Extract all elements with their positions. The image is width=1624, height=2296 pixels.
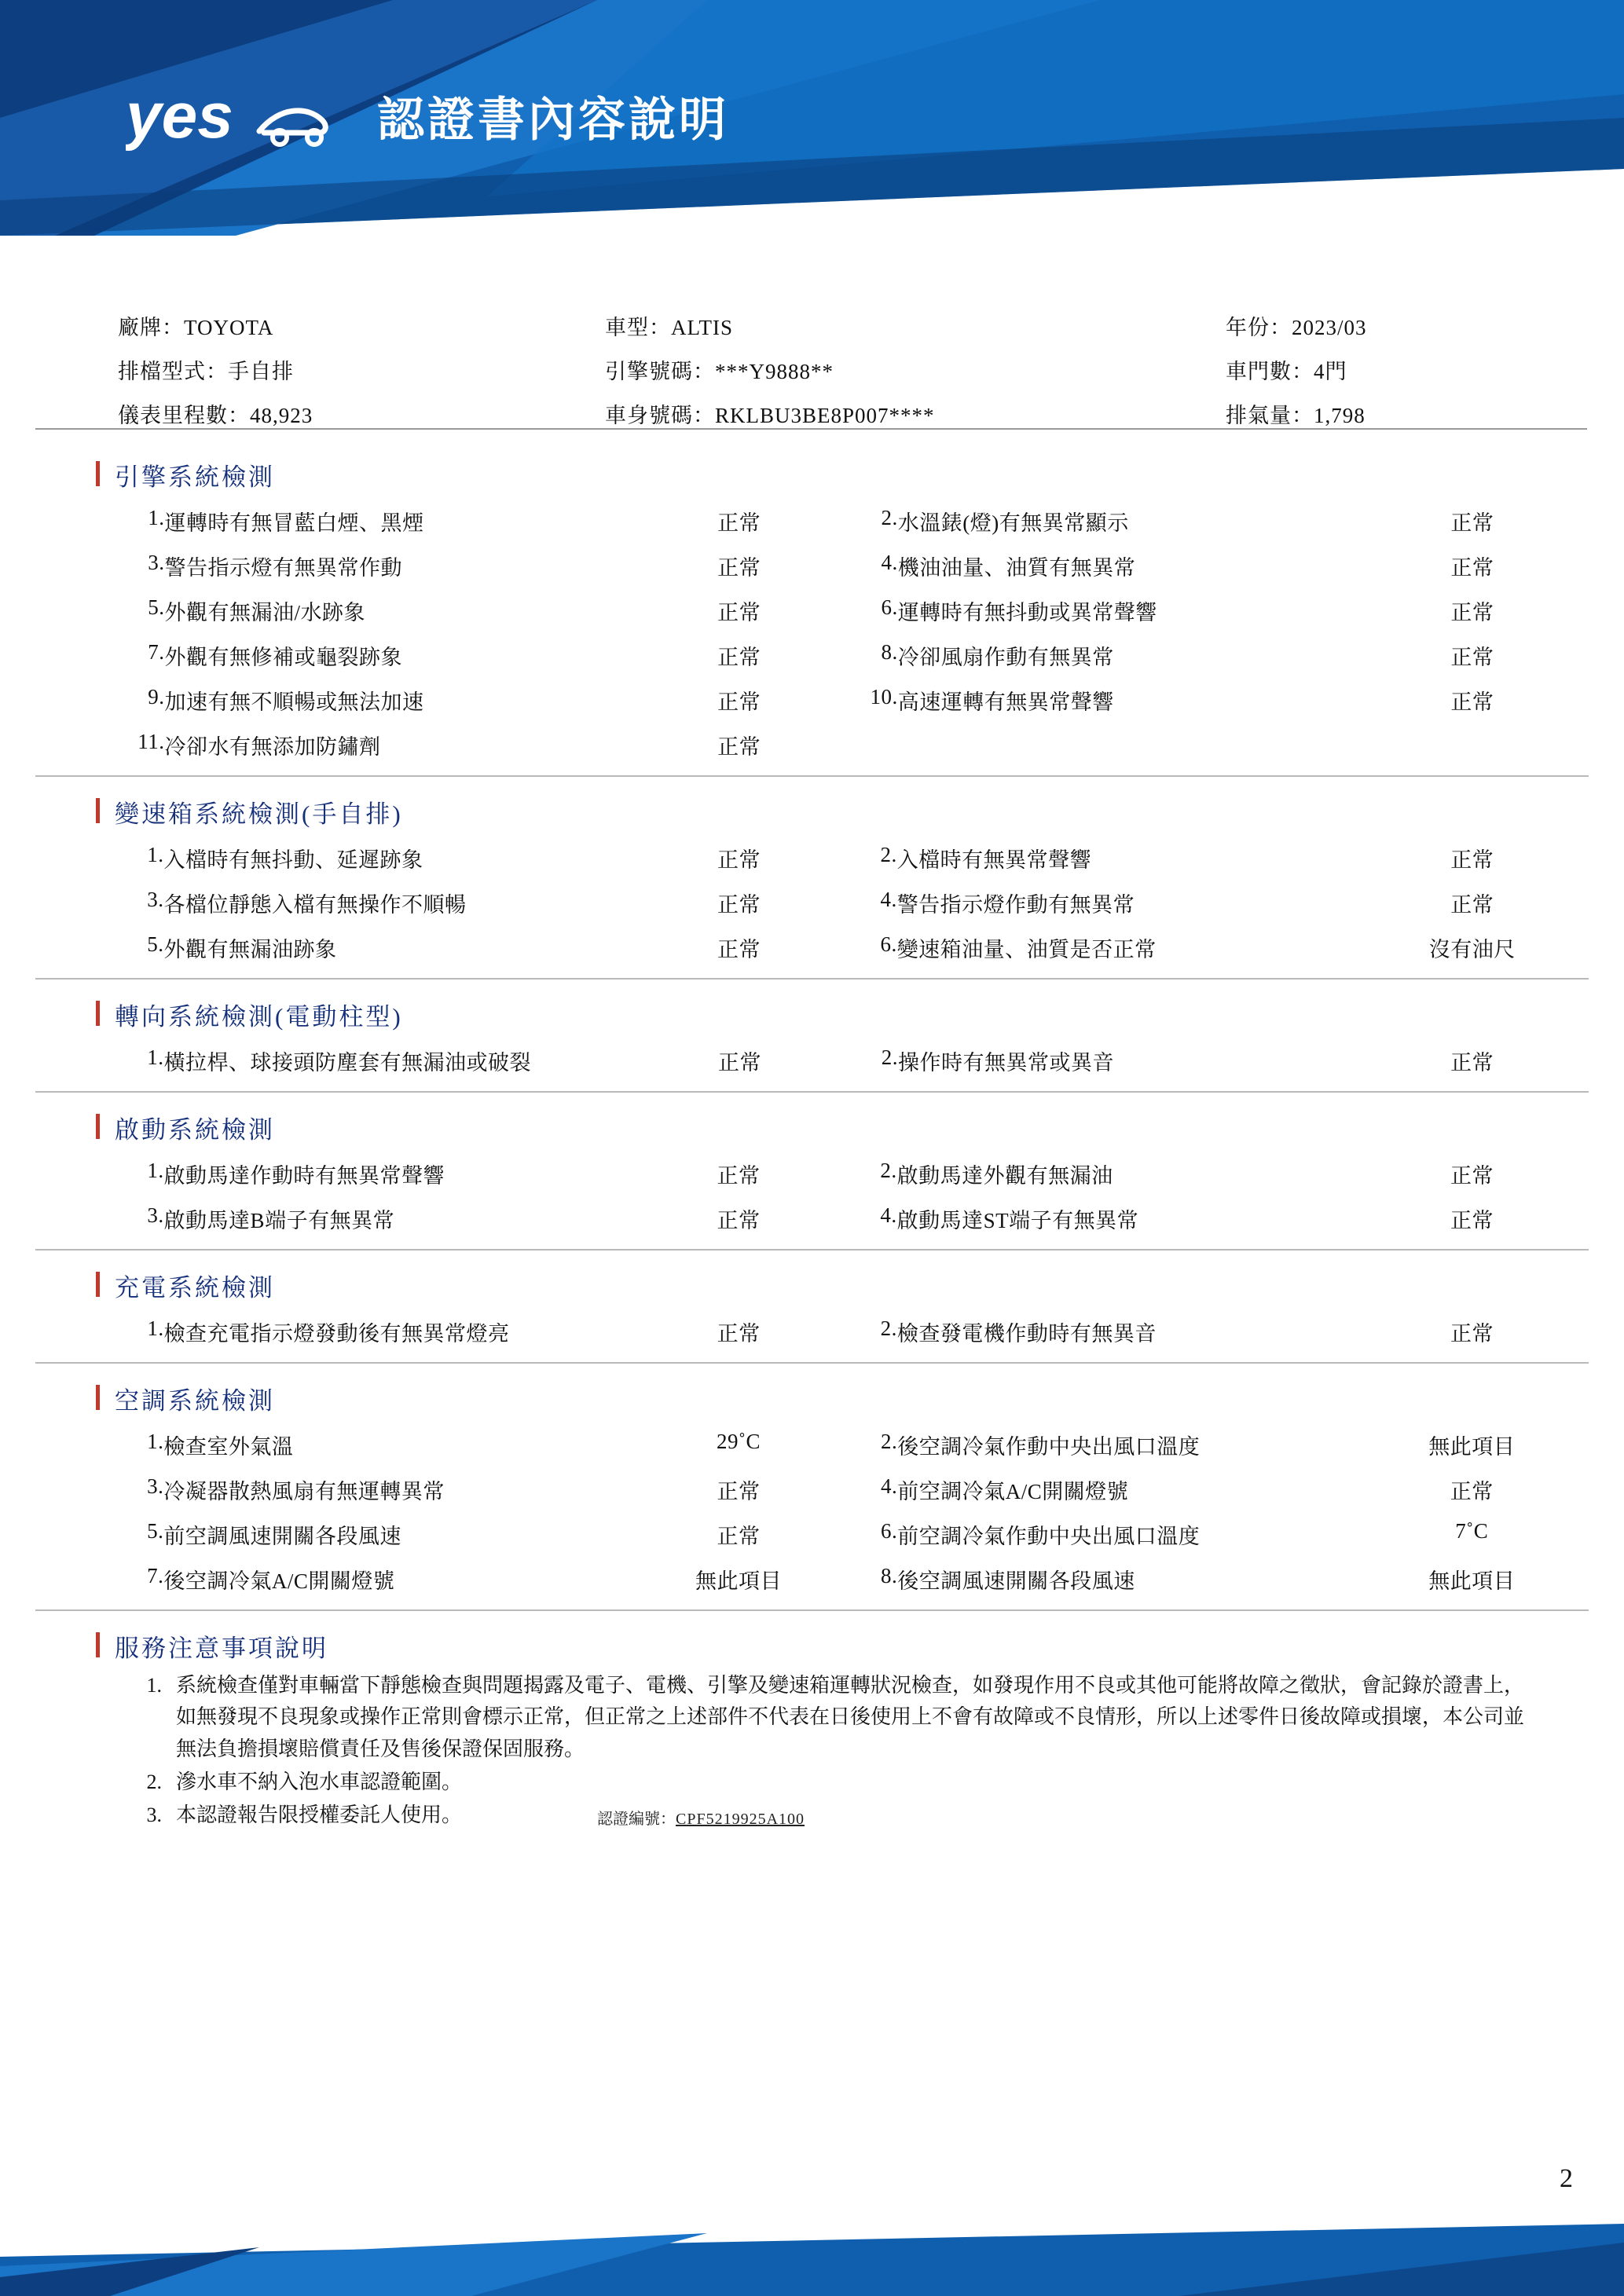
section-divider — [35, 775, 1589, 777]
section-charging — [0, 1268, 1624, 1364]
certificate-number — [597, 1806, 927, 1829]
item-number: 5. — [147, 932, 164, 956]
page-header — [0, 0, 1624, 298]
item-number: 4. — [880, 1203, 897, 1227]
info-value: 1,798 — [1314, 404, 1366, 427]
section-engine — [0, 457, 1624, 777]
item-label: 後空調冷氣作動中央出風口溫度 — [897, 1435, 1201, 1459]
section-accent-bar — [96, 1114, 100, 1139]
section-title-text: 啟動系統檢測 — [115, 1116, 275, 1144]
section-items-table — [118, 499, 1556, 767]
section-items-table — [118, 836, 1556, 970]
item-number: 2. — [880, 843, 897, 866]
section-title — [0, 1268, 1624, 1303]
section-title-text: 變速箱系統檢測(手自排) — [115, 800, 403, 828]
section-title-text: 空調系統檢測 — [115, 1387, 275, 1415]
info-label: 排檔型式： — [118, 360, 228, 383]
page-title: 認證書內容說明 — [377, 94, 729, 146]
info-value: TOYOTA — [184, 316, 274, 339]
table-row — [118, 678, 1556, 723]
item-label: 警告指示燈作動有無異常 — [896, 893, 1135, 917]
item-value: 正常 — [1450, 556, 1494, 580]
section-accent-bar — [96, 461, 100, 486]
item-value: 沒有油尺 — [1428, 938, 1516, 961]
info-label: 年份： — [1226, 316, 1292, 339]
item-value: 正常 — [1450, 1480, 1494, 1503]
item-number: 6. — [880, 932, 897, 956]
item-number: 2. — [880, 1316, 897, 1340]
table-row — [118, 1512, 1556, 1557]
info-value: ALTIS — [671, 316, 734, 339]
info-cell — [605, 398, 1226, 429]
item-value: 正常 — [1450, 690, 1494, 714]
yes-logo — [126, 75, 361, 161]
item-label: 啟動馬達外觀有無漏油 — [896, 1164, 1113, 1188]
info-cell — [118, 398, 605, 429]
item-label: 啟動馬達作動時有無異常聲響 — [163, 1164, 445, 1188]
section-accent-bar — [96, 1272, 100, 1297]
section-title — [0, 997, 1624, 1032]
item-label: 運轉時有無抖動或異常聲響 — [897, 601, 1157, 624]
item-number: 6. — [880, 1519, 898, 1543]
info-label: 排氣量： — [1226, 404, 1314, 427]
section-title-text: 充電系統檢測 — [115, 1274, 275, 1302]
item-label: 後空調風速開關各段風速 — [897, 1569, 1135, 1593]
section-items-table — [118, 1309, 1556, 1354]
item-value: 無此項目 — [1428, 1569, 1516, 1593]
item-number: 3. — [148, 551, 165, 574]
info-label: 車身號碼： — [605, 404, 715, 427]
note-number: 1. — [146, 1674, 162, 1697]
table-row — [118, 1152, 1556, 1196]
item-label: 啟動馬達ST端子有無異常 — [896, 1209, 1139, 1232]
section-divider — [35, 1362, 1589, 1364]
table-row — [118, 633, 1556, 678]
item-number: 4. — [881, 551, 898, 574]
item-number: 4. — [880, 1474, 898, 1498]
item-number: 1. — [147, 1159, 164, 1182]
item-value: 29˚C — [717, 1430, 761, 1453]
info-label: 引擎號碼： — [605, 360, 715, 383]
item-value: 正常 — [717, 601, 761, 624]
table-row — [118, 881, 1556, 925]
item-label: 橫拉桿、球接頭防塵套有無漏油或破裂 — [163, 1051, 532, 1075]
item-number: 4. — [880, 888, 897, 911]
item-value: 正常 — [718, 1051, 761, 1075]
item-value: 正常 — [717, 646, 761, 669]
note-number: 2. — [146, 1770, 162, 1793]
info-value: 48,923 — [250, 404, 313, 427]
section-title — [0, 1110, 1624, 1145]
item-value: 正常 — [1450, 848, 1494, 872]
table-row — [118, 1557, 1556, 1602]
section-accent-bar — [96, 1001, 100, 1026]
info-value: RKLBU3BE8P007**** — [715, 404, 935, 427]
info-value: 2023/03 — [1292, 316, 1367, 339]
yes-logo-text: yes — [126, 80, 233, 152]
table-row — [118, 588, 1556, 633]
vehicle-info-row — [118, 354, 1524, 385]
inspection-sections — [0, 440, 1624, 1829]
section-title — [0, 457, 1624, 493]
item-value: 正常 — [1450, 646, 1494, 669]
item-number: 8. — [881, 640, 898, 664]
item-value: 正常 — [717, 511, 761, 535]
section-divider — [35, 1609, 1589, 1611]
item-value: 正常 — [717, 1322, 761, 1346]
info-label: 廠牌： — [118, 316, 184, 339]
info-cell — [1226, 310, 1524, 341]
item-value: 正常 — [717, 1480, 761, 1503]
item-label: 操作時有無異常或異音 — [897, 1051, 1114, 1075]
info-cell — [118, 354, 605, 385]
info-value: ***Y9888** — [715, 360, 834, 383]
info-label: 車門數： — [1226, 360, 1314, 383]
section-steering — [0, 997, 1624, 1093]
item-label: 冷卻風扇作動有無異常 — [897, 646, 1114, 669]
item-number: 2. — [881, 506, 898, 529]
info-cell — [605, 310, 1226, 341]
item-label: 檢查發電機作動時有無異音 — [896, 1322, 1157, 1346]
item-label: 加速有無不順暢或無法加速 — [164, 690, 424, 714]
item-value: 正常 — [1450, 601, 1494, 624]
item-number: 3. — [147, 888, 164, 911]
item-label: 高速運轉有無異常聲響 — [897, 690, 1114, 714]
vehicle-info-block — [118, 310, 1524, 442]
section-ac — [0, 1381, 1624, 1611]
item-value: 正常 — [717, 556, 761, 580]
vehicle-info-row — [118, 310, 1524, 341]
item-label: 啟動馬達B端子有無異常 — [163, 1209, 395, 1232]
item-value: 正常 — [717, 848, 761, 872]
item-value: 正常 — [717, 735, 761, 759]
item-label: 外觀有無漏油/水跡象 — [164, 601, 366, 624]
table-row — [118, 1423, 1556, 1467]
vehicle-info-row — [118, 398, 1524, 429]
item-value: 正常 — [1450, 511, 1494, 535]
item-label — [898, 723, 1389, 767]
item-value: 正常 — [1450, 1322, 1494, 1346]
item-value: 正常 — [717, 1525, 761, 1548]
section-accent-bar — [96, 1632, 100, 1657]
list-item — [118, 1670, 1532, 1765]
table-row — [118, 836, 1556, 881]
item-label: 變速箱油量、油質是否正常 — [896, 938, 1157, 961]
section-divider — [35, 1249, 1589, 1251]
item-value: 無此項目 — [695, 1569, 783, 1593]
table-row — [118, 925, 1556, 970]
section-items-table — [118, 1152, 1556, 1241]
item-number: 1. — [147, 843, 164, 866]
section-divider — [35, 1091, 1589, 1093]
item-number: 3. — [147, 1474, 164, 1498]
item-label: 冷卻水有無添加防鏽劑 — [164, 735, 381, 759]
section-title-text: 轉向系統檢測(電動柱型) — [115, 1003, 403, 1031]
item-number: 8. — [880, 1564, 898, 1587]
item-value: 正常 — [717, 893, 761, 917]
item-number: 2. — [881, 1045, 898, 1069]
section-title-text: 服務注意事項說明 — [115, 1635, 328, 1662]
item-label: 入檔時有無抖動、延遲跡象 — [163, 848, 423, 872]
item-label: 檢查室外氣溫 — [163, 1435, 294, 1459]
certificate-number-value: CPF5219925A100 — [676, 1811, 805, 1829]
section-items-table — [118, 1423, 1556, 1602]
item-number: 5. — [148, 595, 165, 619]
item-number: 1. — [147, 1045, 164, 1069]
item-label: 運轉時有無冒藍白煙、黑煙 — [164, 511, 424, 535]
note-text: 本認證報告限授權委託人使用。 — [176, 1803, 463, 1827]
info-cell — [1226, 398, 1524, 429]
info-label: 儀表里程數： — [118, 404, 250, 427]
page-number: 2 — [1560, 2164, 1573, 2193]
item-label: 各檔位靜態入檔有無操作不順暢 — [163, 893, 467, 917]
item-label: 冷凝器散熱風扇有無運轉異常 — [163, 1480, 445, 1503]
item-number: 11. — [137, 730, 165, 753]
info-divider — [35, 428, 1587, 430]
item-number: 2. — [880, 1430, 898, 1453]
item-number — [851, 723, 898, 767]
table-row — [118, 1196, 1556, 1241]
info-cell — [605, 354, 1226, 385]
section-divider — [35, 978, 1589, 980]
item-number: 1. — [147, 1316, 164, 1340]
item-value: 正常 — [1450, 893, 1494, 917]
item-number: 5. — [147, 1519, 164, 1543]
page-footer — [0, 2210, 1624, 2296]
table-row — [118, 544, 1556, 588]
item-value: 正常 — [1450, 1164, 1494, 1188]
section-items-table — [118, 1038, 1556, 1083]
item-number: 1. — [147, 1430, 164, 1453]
note-text: 系統檢查僅對車輛當下靜態檢查與問題揭露及電子、電機、引擎及變速箱運轉狀況檢查，如發現作用不良或其他可能將故障之徵狀，會記錄於證書上，如無發現不良現象或操作正常則會標示正常，但正常之上述部件不代表在日後使用上不會有故障或不良情形，所以上述零件日後故障或損壞，本公司並無法負擔損壞賠償責任及售後保證保固服務。 — [176, 1674, 1525, 1760]
note-text: 滲水車不納入泡水車認證範圍。 — [176, 1770, 463, 1793]
item-value: 正常 — [717, 938, 761, 961]
item-label: 檢查充電指示燈發動後有無異常燈亮 — [163, 1322, 510, 1346]
note-number: 3. — [146, 1803, 162, 1827]
section-starter — [0, 1110, 1624, 1251]
info-label: 車型： — [605, 316, 671, 339]
item-value: 無此項目 — [1428, 1435, 1516, 1459]
section-title-text: 引擎系統檢測 — [115, 463, 275, 491]
list-item — [118, 1767, 1532, 1798]
item-value: 正常 — [1450, 1209, 1494, 1232]
item-label: 水溫錶(燈)有無異常顯示 — [897, 511, 1129, 535]
table-row — [118, 1309, 1556, 1354]
item-label: 後空調冷氣A/C開關燈號 — [163, 1569, 395, 1593]
item-label: 外觀有無漏油跡象 — [163, 938, 337, 961]
item-label: 前空調風速開關各段風速 — [163, 1525, 401, 1548]
item-label: 機油油量、油質有無異常 — [897, 556, 1136, 580]
item-label: 前空調冷氣作動中央出風口溫度 — [897, 1525, 1201, 1548]
info-cell — [1226, 354, 1524, 385]
table-row — [118, 723, 1556, 767]
certificate-number-label: 認證編號： — [597, 1811, 676, 1829]
section-accent-bar — [96, 1385, 100, 1410]
item-number: 7. — [148, 640, 165, 664]
item-number: 9. — [148, 685, 165, 709]
table-row — [118, 1467, 1556, 1512]
table-row — [118, 1038, 1556, 1083]
item-number: 6. — [881, 595, 898, 619]
item-value: 正常 — [717, 1209, 761, 1232]
info-cell — [118, 310, 605, 341]
item-label: 警告指示燈有無異常作動 — [164, 556, 403, 580]
item-number: 10. — [870, 685, 898, 709]
section-service-notes — [0, 1628, 1624, 1829]
table-row — [118, 499, 1556, 544]
item-label: 外觀有無修補或龜裂跡象 — [164, 646, 403, 669]
item-value: 正常 — [1450, 1051, 1494, 1075]
info-value: 手自排 — [228, 360, 294, 383]
item-number: 3. — [147, 1203, 164, 1227]
section-accent-bar — [96, 798, 100, 823]
section-transmission — [0, 794, 1624, 980]
section-title — [0, 1381, 1624, 1416]
footer-graphic — [0, 2210, 1624, 2296]
item-label: 入檔時有無異常聲響 — [896, 848, 1092, 872]
item-value: 正常 — [717, 1164, 761, 1188]
item-number: 1. — [148, 506, 165, 529]
item-number: 2. — [880, 1159, 897, 1182]
item-value: 正常 — [717, 690, 761, 714]
item-number: 7. — [147, 1564, 164, 1587]
section-title — [0, 1628, 1624, 1664]
info-value: 4門 — [1314, 360, 1347, 383]
item-label: 前空調冷氣A/C開關燈號 — [897, 1480, 1129, 1503]
item-value: 7˚C — [1455, 1519, 1489, 1543]
section-title — [0, 794, 1624, 829]
item-value — [1389, 723, 1556, 767]
